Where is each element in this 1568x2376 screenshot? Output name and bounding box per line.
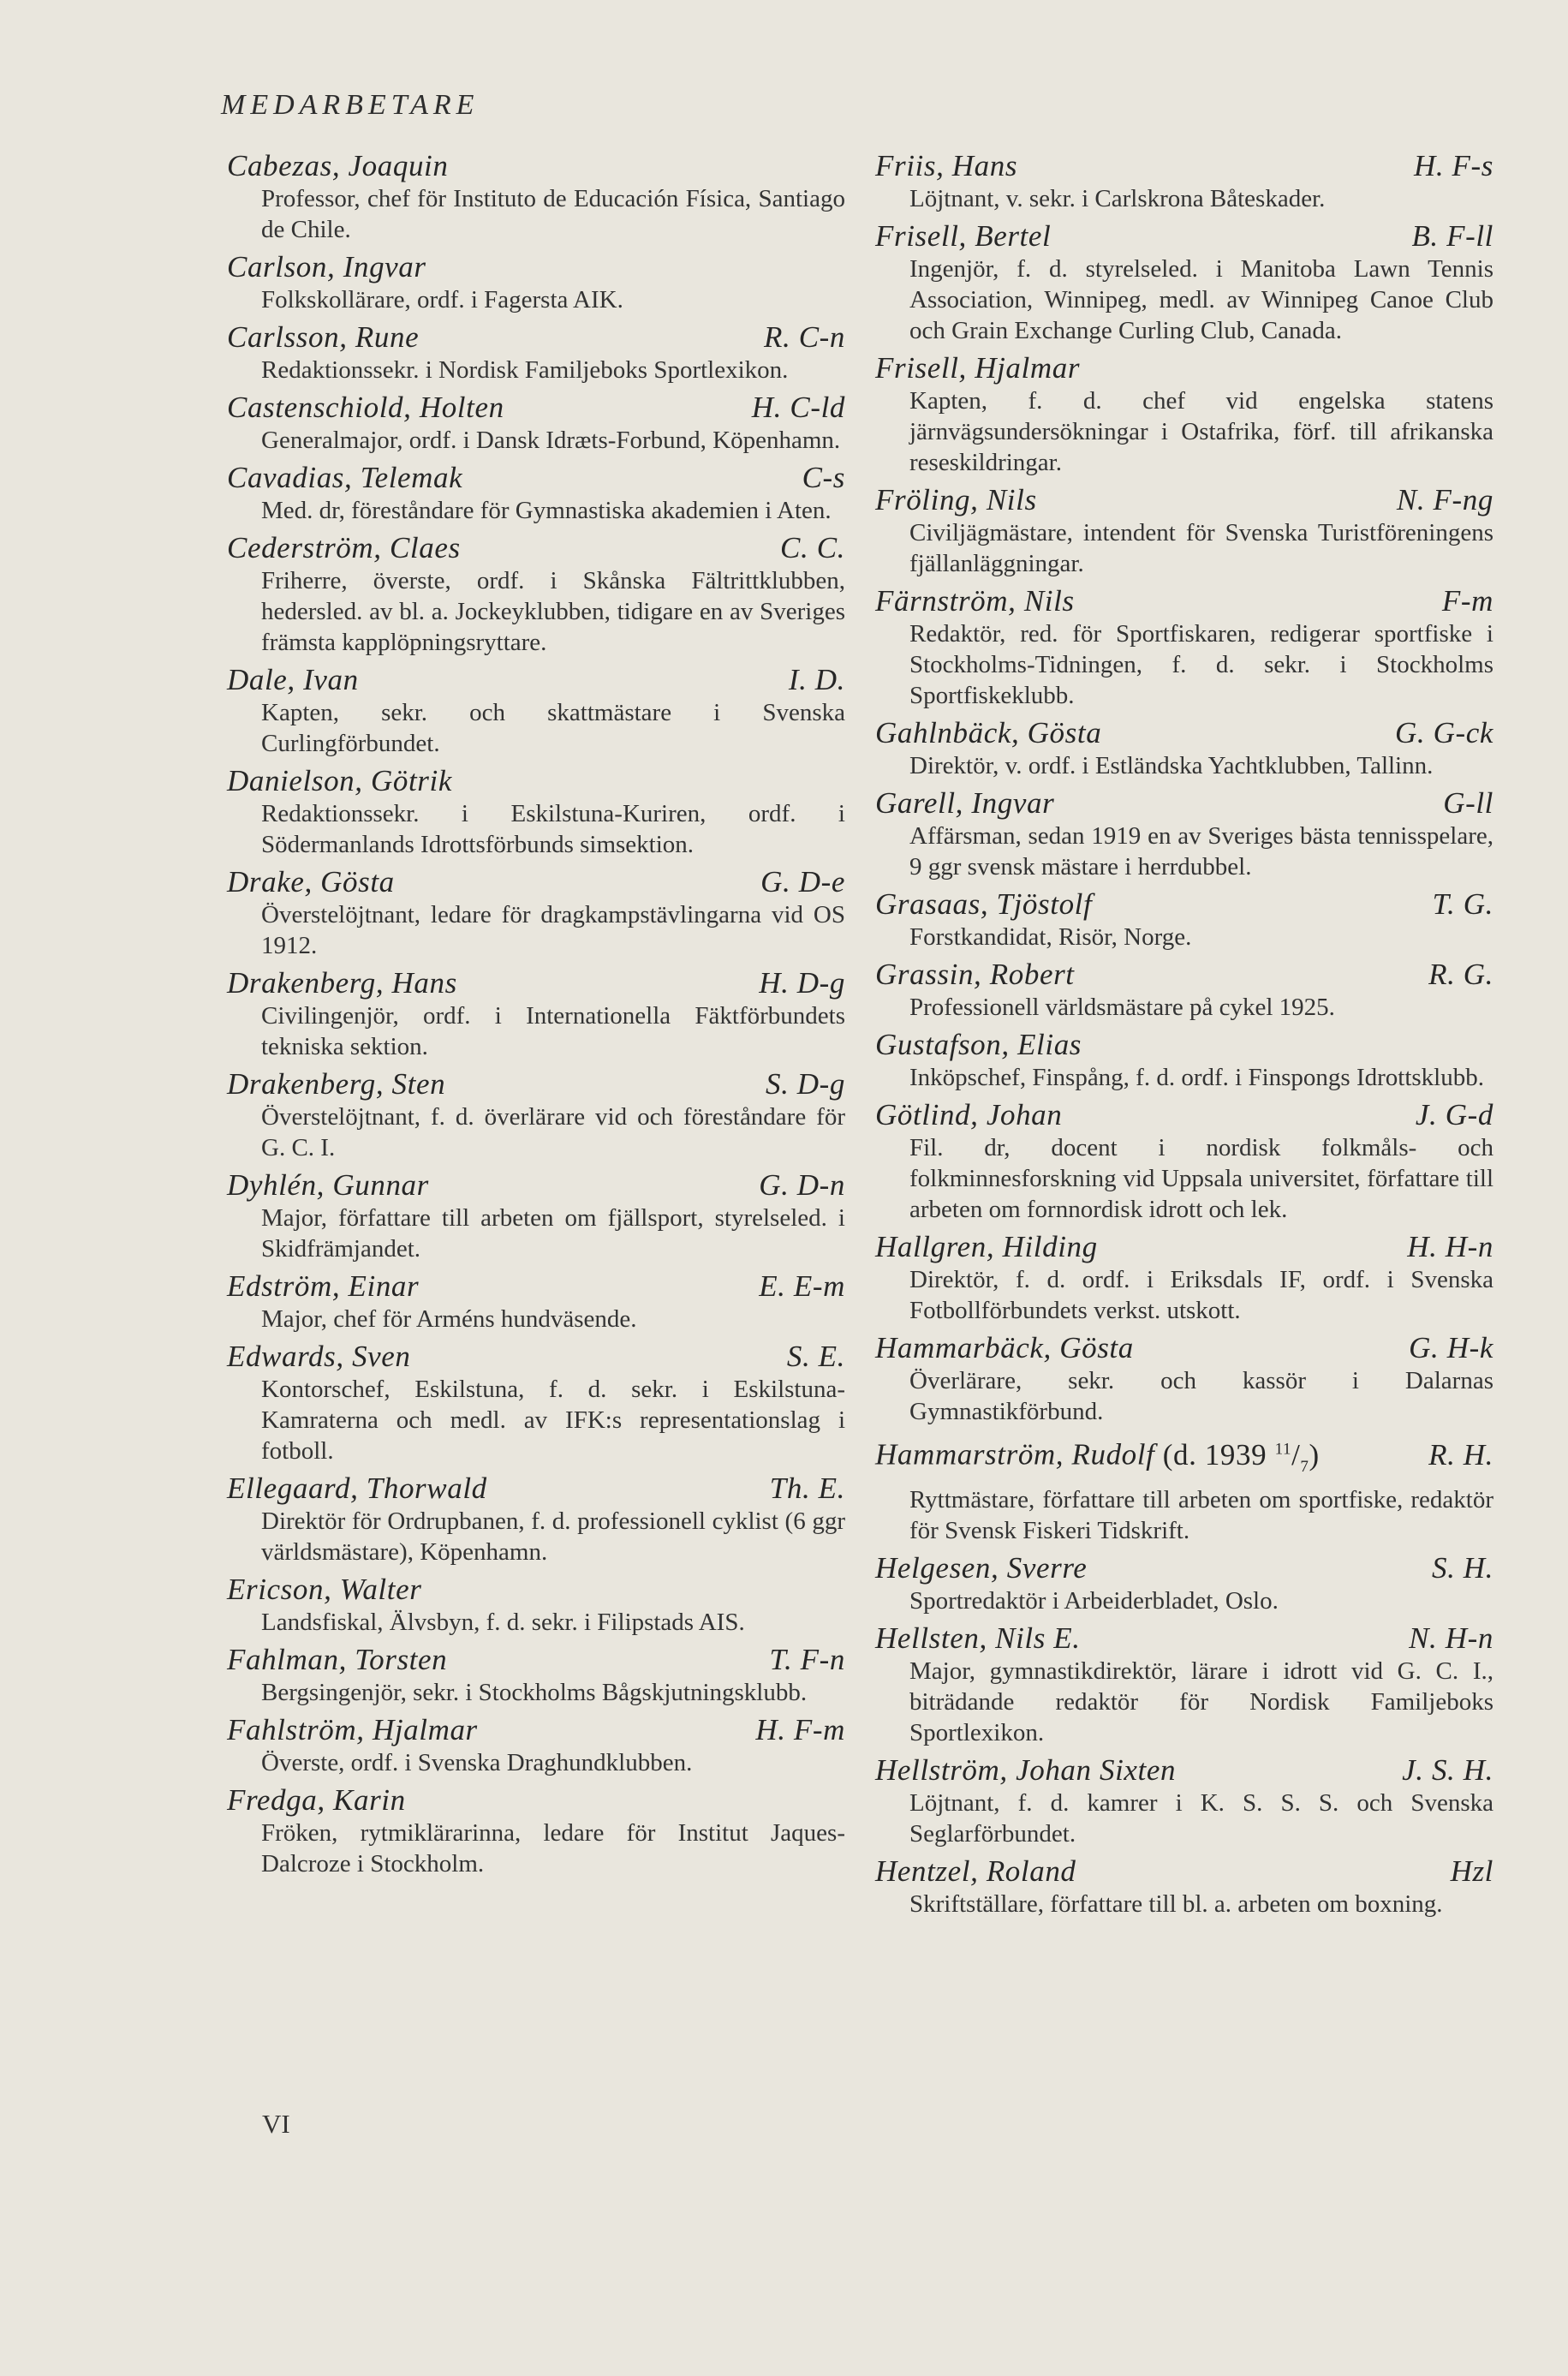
entry-name: Frisell, Hjalmar (875, 351, 1081, 385)
entry (227, 1643, 845, 1708)
death-note-month: 7 (1300, 1457, 1309, 1476)
entry-signature: S. D-g (765, 1067, 845, 1101)
entry-description: Generalmajor, ordf. i Dansk Idræts-Forbund, Köpenhamn. (261, 427, 841, 454)
entry-name: Helgesen, Sverre (875, 1550, 1088, 1585)
left-column (227, 149, 845, 1884)
entry (227, 320, 845, 385)
entry-name: Carlsson, Rune (227, 320, 420, 354)
entry-description: Kapten, f. d. chef vid engelska statens järnvägsundersökningar i Ostafrika, förf. till afrikanska reseskildringar. (909, 387, 1493, 476)
entry-name: Ericson, Walter (227, 1573, 422, 1606)
entry-signature: T. G. (1432, 887, 1493, 921)
entry (227, 764, 845, 860)
entry (875, 219, 1493, 346)
entry-signature: Hzl (1450, 1854, 1493, 1888)
entry-signature: G. H-k (1409, 1331, 1493, 1364)
entry-name: Hellström, Johan Sixten (875, 1752, 1177, 1787)
entry-signature: B. F-ll (1411, 219, 1493, 253)
entry (875, 786, 1493, 882)
entry (875, 1331, 1493, 1427)
entry-name: Fahlström, Hjalmar (227, 1713, 478, 1746)
entry (227, 966, 845, 1062)
entry-signature: H. F-s (1413, 149, 1493, 182)
entry-signature: R. G. (1428, 958, 1493, 991)
entry-description: Civiljägmästare, intendent för Svenska Turistföreningens fjällanläggningar. (909, 519, 1493, 577)
entry-description: Redaktionssekr. i Eskilstuna-Kuriren, ordf. i Södermanlands Idrottsförbunds simsektion. (261, 800, 845, 858)
entry-name: Drakenberg, Sten (227, 1067, 446, 1101)
entry (875, 1028, 1493, 1093)
entry (227, 1713, 845, 1778)
entry-name: Dale, Ivan (227, 663, 359, 696)
entry-signature: S. E. (786, 1340, 845, 1373)
entry (875, 149, 1493, 214)
entry (875, 584, 1493, 711)
entry (227, 1472, 845, 1567)
entry-name: Garell, Ingvar (875, 786, 1055, 820)
entry-description: Major, gymnastikdirektör, lärare i idrott vid G. C. I., biträdande redaktör för Nordisk Familjeboks Sportlexikon. (909, 1657, 1493, 1746)
entry-name: Fredga, Karin (227, 1783, 406, 1817)
entry (227, 391, 845, 456)
entry-signature: H. F-m (755, 1713, 845, 1746)
entry-name: Fröling, Nils (875, 483, 1037, 516)
entry-description: Löjtnant, v. sekr. i Carlskrona Båteskader. (909, 185, 1326, 212)
death-note-day: 11 (1274, 1440, 1292, 1458)
entry-name: Cavadias, Telemak (227, 461, 463, 494)
entry (227, 1067, 845, 1163)
entry-description: Fröken, rytmiklärarinna, ledare för Institut Jaques-Dalcroze i Stockholm. (261, 1819, 845, 1878)
entry (227, 531, 845, 658)
entry (227, 1573, 845, 1638)
entry-description: Överstelöjtnant, ledare för dragkampstävlingarna vid OS 1912. (261, 901, 845, 959)
entry (227, 865, 845, 961)
entry (227, 250, 845, 315)
entry (875, 716, 1493, 781)
entry-description: Civilingenjör, ordf. i Internationella Fäktförbundets tekniska sektion. (261, 1002, 845, 1060)
entry-signature: H. D-g (759, 966, 845, 1000)
entry-description: Skriftställare, författare till bl. a. arbeten om boxning. (909, 1889, 1443, 1918)
entry-signature: H. C-ld (751, 391, 845, 424)
entry-signature: E. E-m (759, 1269, 845, 1303)
entry-description: Redaktör, red. för Sportfiskaren, redigerar sportfiske i Stockholms-Tidningen, f. d. sekr. i Stockholms Sportfiskeklubb. (909, 620, 1493, 709)
entry-name: Dyhlén, Gunnar (227, 1168, 429, 1202)
entry-description: Forstkandidat, Risör, Norge. (909, 923, 1192, 951)
entry-signature: F-m (1441, 584, 1493, 618)
entry-name: Edwards, Sven (227, 1340, 411, 1373)
entry-signature: C. C. (780, 531, 845, 564)
entry-name: Castenschiold, Holten (227, 391, 504, 424)
entry-name: Grassin, Robert (875, 958, 1075, 991)
entry-name: Danielson, Götrik (227, 764, 452, 797)
entry-signature: N. H-n (1409, 1621, 1493, 1655)
entry-signature: T. F-n (769, 1643, 845, 1676)
death-note-slash: / (1291, 1437, 1301, 1472)
entry-name: Götlind, Johan (875, 1098, 1063, 1131)
entry-description: Överlärare, sekr. och kassör i Dalarnas Gymnastikförbund. (909, 1367, 1493, 1425)
entry-description: Ryttmästare, författare till arbeten om sportfiske, redaktör för Svensk Fiskeri Tidskrift. (909, 1485, 1493, 1544)
entry-description: Professor, chef för Instituto de Educación Física, Santiago de Chile. (261, 185, 845, 243)
entry (227, 1340, 845, 1466)
entry-signature: J. G-d (1415, 1098, 1493, 1131)
entry (227, 1783, 845, 1879)
entry-name: Grasaas, Tjöstolf (875, 887, 1093, 921)
entry (875, 1551, 1493, 1616)
entry-name: Drakenberg, Hans (227, 966, 457, 1000)
entry-name: Carlson, Ingvar (227, 250, 426, 284)
entry-signature: R. H. (1428, 1437, 1493, 1472)
entry-name: Drake, Gösta (227, 865, 395, 898)
entry (875, 1621, 1493, 1748)
page-number: VI (262, 2109, 290, 2139)
entry-name: Gahlnbäck, Gösta (875, 716, 1102, 749)
entry-name: Fahlman, Torsten (227, 1643, 448, 1676)
entry-description: Bergsingenjör, sekr. i Stockholms Bågskjutningsklubb. (261, 1679, 808, 1706)
entry-signature: G. G-ck (1395, 716, 1493, 749)
entry-name: Hammarström, Rudolf (875, 1437, 1155, 1472)
entry-description: Friherre, överste, ordf. i Skånska Fältrittklubben, hedersled. av bl. a. Jockeyklubben, tidigare en av Sveriges främsta kapplöpningsryttare. (261, 567, 845, 656)
entry-description: Direktör, v. ordf. i Estländska Yachtklubben, Tallinn. (909, 752, 1434, 779)
entry-name: Gustafson, Elias (875, 1028, 1082, 1061)
death-note: (d. 1939 (1162, 1437, 1275, 1472)
entry-signature: S. H. (1431, 1550, 1493, 1585)
entry (875, 1230, 1493, 1326)
entry-description: Landsfiskal, Älvsbyn, f. d. sekr. i Filipstads AIS. (261, 1609, 745, 1636)
entry-description: Direktör för Ordrupbanen, f. d. professionell cyklist (6 ggr världsmästare), Köpenhamn. (261, 1507, 845, 1566)
entry-name: Ellegaard, Thorwald (227, 1472, 487, 1505)
entry-signature: G. D-n (759, 1168, 845, 1202)
entry-name: Hentzel, Roland (875, 1854, 1076, 1888)
entry-name: Friis, Hans (875, 149, 1018, 182)
entry-description: Professionell världsmästare på cykel 1925. (909, 994, 1335, 1021)
entry-signature: G. D-e (760, 865, 845, 898)
entry-description: Kontorschef, Eskilstuna, f. d. sekr. i Eskilstuna-Kamraterna och medl. av IFK:s representationslag i fotboll. (261, 1376, 845, 1465)
entry-signature: Th. E. (769, 1472, 845, 1505)
entry (227, 461, 845, 526)
entry-description: Överste, ordf. i Svenska Draghundklubben. (261, 1749, 693, 1776)
entry (227, 663, 845, 759)
entry-description: Major, författare till arbeten om fjällsport, styrelseled. i Skidfrämjandet. (261, 1204, 845, 1263)
entry (875, 1854, 1493, 1919)
entry-name: Hallgren, Hilding (875, 1230, 1098, 1263)
entry-description: Löjtnant, f. d. kamrer i K. S. S. S. och Svenska Seglarförbundet. (909, 1788, 1493, 1848)
entry-description: Fil. dr, docent i nordisk folkmåls- och folkminnesforskning vid Uppsala universitet, författare till arbeten om fornnordisk idrott och lek. (909, 1134, 1493, 1223)
entry-name: Cabezas, Joaquin (227, 149, 449, 182)
entry-description: Inköpschef, Finspång, f. d. ordf. i Finspongs Idrottsklubb. (909, 1064, 1484, 1091)
entry-signature: J. S. H. (1402, 1752, 1493, 1787)
entry-name: Cederström, Claes (227, 531, 461, 564)
entry-signature: I. D. (788, 663, 845, 696)
entry-signature: H. H-n (1407, 1230, 1493, 1263)
entry-name: Hellsten, Nils E. (875, 1621, 1081, 1655)
entry-name: Frisell, Bertel (875, 219, 1052, 253)
entry-signature: R. C-n (764, 320, 845, 354)
entry (227, 1269, 845, 1334)
entry-name: Färnström, Nils (875, 584, 1075, 618)
entry (875, 887, 1493, 952)
entry (227, 1168, 845, 1264)
right-column (875, 149, 1493, 1925)
entry (875, 483, 1493, 579)
entry-description: Sportredaktör i Arbeiderbladet, Oslo. (909, 1586, 1279, 1615)
entry-description: Folkskollärare, ordf. i Fagersta AIK. (261, 286, 623, 313)
entry-signature: G-ll (1443, 786, 1493, 820)
entry-description: Ingenjör, f. d. styrelseled. i Manitoba Lawn Tennis Association, Winnipeg, medl. av Winnipeg Canoe Club och Grain Exchange Curling Club, Canada. (909, 255, 1493, 344)
entry (875, 351, 1493, 478)
entry-description: Major, chef för Arméns hundväsende. (261, 1305, 637, 1333)
entry-description: Med. dr, föreståndare för Gymnastiska akademien i Aten. (261, 497, 832, 524)
entry-signature: C-s (802, 461, 845, 494)
entry-name: Hammarbäck, Gösta (875, 1331, 1134, 1364)
entry-name: Edström, Einar (227, 1269, 420, 1303)
entry (875, 1753, 1493, 1849)
entry-description: Direktör, f. d. ordf. i Eriksdals IF, ordf. i Svenska Fotbollförbundets verkst. utskott. (909, 1266, 1493, 1324)
death-note-end: ) (1309, 1437, 1320, 1472)
entry-description: Överstelöjtnant, f. d. överlärare vid och föreståndare för G. C. I. (261, 1103, 845, 1161)
entry-description: Redaktionssekr. i Nordisk Familjeboks Sportlexikon. (261, 356, 789, 384)
entry-description: Affärsman, sedan 1919 en av Sveriges bästa tennisspelare, 9 ggr svensk mästare i herrdubbel. (909, 822, 1493, 881)
entry (875, 1432, 1493, 1546)
page-header: MEDARBETARE (221, 89, 480, 121)
entry (875, 1098, 1493, 1225)
entry-description: Kapten, sekr. och skattmästare i Svenska Curlingförbundet. (261, 699, 845, 757)
entry (227, 149, 845, 245)
entry-signature: N. F-ng (1396, 483, 1493, 516)
entry (875, 958, 1493, 1023)
